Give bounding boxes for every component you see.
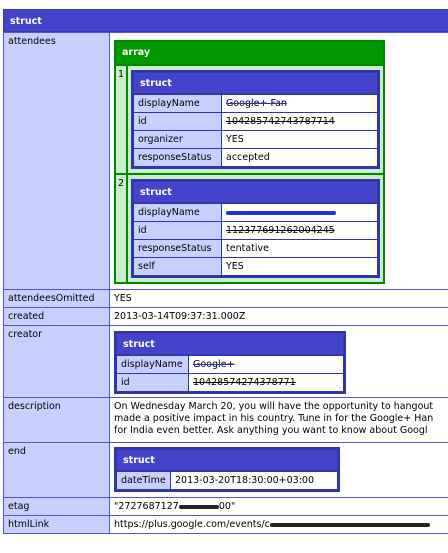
creator-struct: struct displayName Google+ id 10428574274378771 <box>114 331 346 394</box>
array-index-1: 1 <box>116 66 128 173</box>
row-htmllink: htmlLink https://plus.google.com/events/c <box>4 516 448 534</box>
row-etag: etag "2727687127 00" <box>4 498 448 516</box>
root-struct-header: struct <box>3 9 448 32</box>
attendee-1-struct <box>131 70 380 169</box>
htmllink-value[interactable]: https://plus.google.com/events/c <box>114 519 270 530</box>
array-index-2: 2 <box>116 175 128 282</box>
etag-value: "2727687127 <box>114 501 179 512</box>
row-end: end struct dateTime 2013-03-20T18:30:00+03:00 <box>4 443 448 498</box>
description-line-3: for India even better. Ask anything you want to know about Googl <box>114 425 428 436</box>
attendee-1-organizer-row: organizer YES <box>134 131 378 149</box>
root-table <box>3 32 448 534</box>
attendee-2-self-row: self YES <box>134 258 378 276</box>
redaction-mark <box>270 521 430 529</box>
attendee-2-struct <box>131 179 380 278</box>
attendee-2-responsestatus-row: responseStatus tentative <box>134 240 378 258</box>
key-attendees: attendees <box>4 33 110 290</box>
array-item-1 <box>116 64 383 173</box>
attendee-1-id: 104285742743787714 <box>226 116 335 127</box>
redaction-mark <box>179 503 219 511</box>
attendee-2-id-row: id 112377691262004245 <box>134 222 378 240</box>
root-struct <box>3 9 448 534</box>
attendees-array <box>114 40 385 284</box>
row-attendees-omitted: attendeesOmitted YES <box>4 290 448 308</box>
array-header: array <box>116 42 383 64</box>
attendee-2-displayname-row: displayName <box>134 204 378 222</box>
value-attendees <box>110 33 448 290</box>
row-created: created 2013-03-14T09:37:31.000Z <box>4 308 448 326</box>
attendee-1-displayname: Google+ Fan <box>226 98 287 109</box>
end-datetime: 2013-03-20T18:30:00+03:00 <box>171 472 338 490</box>
attendee-2-struct-header: struct <box>133 181 378 203</box>
attendee-1-displayname-row: displayName Google+ Fan <box>134 95 378 113</box>
row-description: description On Wednesday March 20, you will have the opportunity to hangout made a positive impact in his country. Tune in for the Google+ Han for India even better. Ask anything you want to know about Googl <box>4 398 448 443</box>
creator-struct-header: struct <box>116 333 344 355</box>
creator-id: 10428574274378771 <box>193 377 296 388</box>
creator-displayname: Google+ <box>193 359 235 370</box>
description-line-1: On Wednesday March 20, you will have the opportunity to hangout <box>114 401 434 412</box>
attendee-1-responsestatus-row: responseStatus accepted <box>134 149 378 167</box>
attendee-2-id: 112377691262004245 <box>226 225 335 236</box>
attendees-omitted-value: YES <box>110 290 448 308</box>
end-struct-header: struct <box>116 449 338 471</box>
row-creator: creator struct displayName Google+ id 10428574274378771 <box>4 326 448 398</box>
end-struct: struct dateTime 2013-03-20T18:30:00+03:00 <box>114 447 340 492</box>
description-line-2: made a positive impact in his country. Tune in for the Google+ Han <box>114 413 434 424</box>
redaction-mark <box>226 209 336 217</box>
created-value: 2013-03-14T09:37:31.000Z <box>110 308 448 326</box>
attendee-1-struct-header: struct <box>133 72 378 94</box>
array-item-2 <box>116 173 383 282</box>
attendee-1-id-row: id 104285742743787714 <box>134 113 378 131</box>
row-attendees <box>4 33 448 290</box>
